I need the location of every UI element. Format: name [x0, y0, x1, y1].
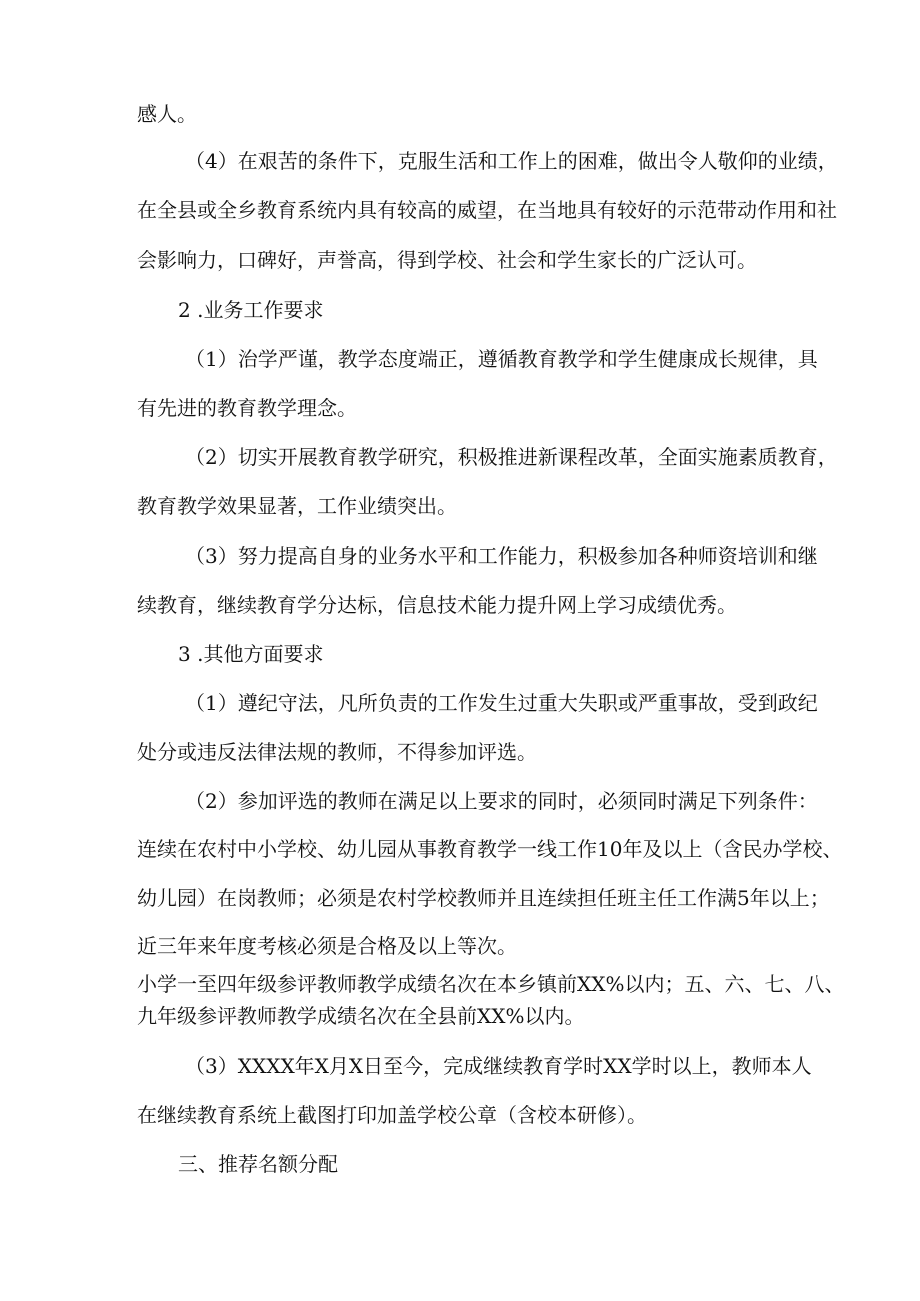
text-line: （2）切实开展教育教学研究，积极推进新课程改革，全面实施素质教育，	[185, 445, 838, 469]
text-line: 在继续教育系统上截图打印加盖学校公章（含校本研修）。	[137, 1103, 647, 1127]
text-line: 九年级参评教师教学成绩名次在全县前XX%以内。	[137, 1004, 585, 1028]
text-line: （2）参加评选的教师在满足以上要求的同时，必须同时满足下列条件：	[185, 789, 818, 813]
text-line: 续教育，继续教育学分达标，信息技术能力提升网上学习成绩优秀。	[137, 593, 737, 617]
text-line: 教育教学效果显著，工作业绩突出。	[137, 494, 457, 518]
section-heading: 2 .业务工作要求	[178, 298, 324, 322]
text-line: 小学一至四年级参评教师教学成绩名次在本乡镇前XX%以内；五、六、七、八、	[137, 972, 845, 996]
text-line: （3）XXXX年X月X日至今，完成继续教育学时XX学时以上，教师本人	[185, 1054, 812, 1078]
text-line: （1）遵纪守法，凡所负责的工作发生过重大失职或严重事故，受到政纪	[185, 691, 818, 715]
text-line: 处分或违反法律法规的教师，不得参加评选。	[137, 740, 537, 764]
text-line: （4）在艰苦的条件下，克服生活和工作上的困难，做出令人敬仰的业绩，	[185, 149, 838, 173]
text-line: 幼儿园）在岗教师；必须是农村学校教师并且连续担任班主任工作满5年以上；	[137, 886, 830, 910]
text-line: （1）治学严谨，教学态度端正，遵循教育教学和学生健康成长规律，具	[185, 347, 818, 371]
text-line: （3）努力提高自身的业务水平和工作能力，积极参加各种师资培训和继	[185, 544, 818, 568]
text-line: 近三年来年度考核必须是合格及以上等次。	[137, 934, 517, 958]
text-line: 连续在农村中小学校、幼儿园从事教育教学一线工作10年及以上（含民办学校、	[137, 837, 843, 861]
text-line: 有先进的教育教学理念。	[137, 396, 357, 420]
section-heading: 三、推荐名额分配	[178, 1152, 338, 1176]
text-line: 在全县或全乡教育系统内具有较高的威望，在当地具有较好的示范带动作用和社	[137, 198, 837, 222]
text-line: 感人。	[137, 102, 197, 126]
text-line: 会影响力，口碑好，声誉高，得到学校、社会和学生家长的广泛认可。	[137, 248, 757, 272]
section-heading: 3 .其他方面要求	[178, 642, 324, 666]
